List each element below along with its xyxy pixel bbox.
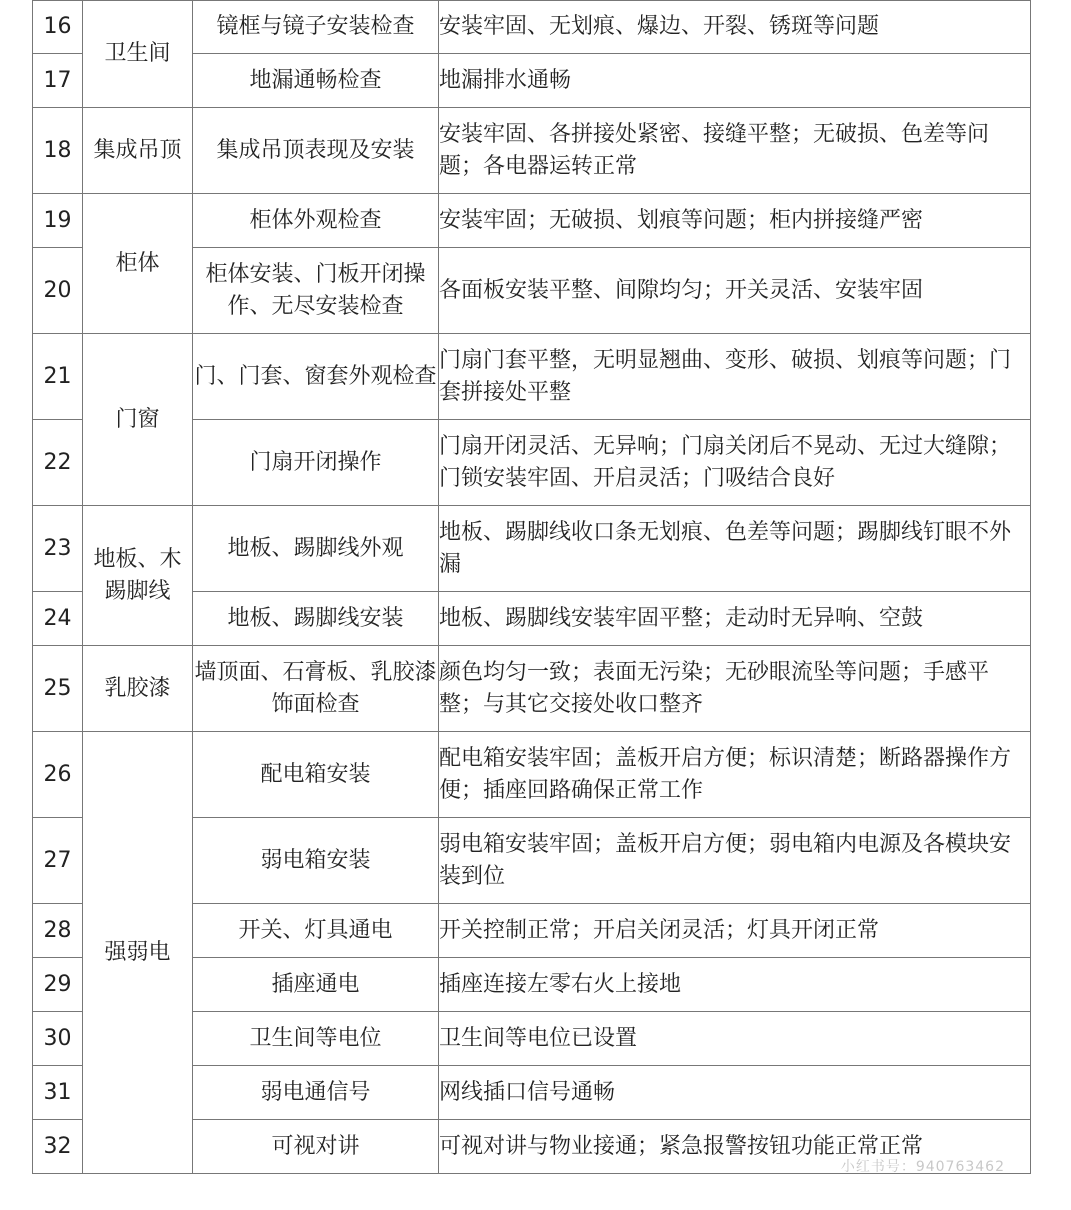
item-cell: 柜体外观检查 <box>193 194 439 248</box>
standard-cell: 可视对讲与物业接通；紧急报警按钮功能正常正常 <box>439 1120 1031 1174</box>
item-cell: 门扇开闭操作 <box>193 420 439 506</box>
row-number: 22 <box>33 420 83 506</box>
item-cell: 弱电通信号 <box>193 1066 439 1120</box>
category-cell: 强弱电 <box>83 732 193 1174</box>
item-cell: 集成吊顶表现及安装 <box>193 108 439 194</box>
item-cell: 可视对讲 <box>193 1120 439 1174</box>
table-row <box>33 194 1031 248</box>
category-cell: 地板、木踢脚线 <box>83 506 193 646</box>
standard-cell: 配电箱安装牢固；盖板开启方便；标识清楚；断路器操作方便；插座回路确保正常工作 <box>439 732 1031 818</box>
item-cell: 配电箱安装 <box>193 732 439 818</box>
standard-cell: 安装牢固；无破损、划痕等问题；柜内拼接缝严密 <box>439 194 1031 248</box>
standard-cell: 安装牢固、各拼接处紧密、接缝平整；无破损、色差等问题；各电器运转正常 <box>439 108 1031 194</box>
row-number: 16 <box>33 1 83 54</box>
table-row <box>33 506 1031 592</box>
item-cell: 开关、灯具通电 <box>193 904 439 958</box>
row-number: 21 <box>33 334 83 420</box>
standard-cell: 弱电箱安装牢固；盖板开启方便；弱电箱内电源及各模块安装到位 <box>439 818 1031 904</box>
inspection-table <box>32 0 1031 1174</box>
item-cell: 墙顶面、石膏板、乳胶漆饰面检查 <box>193 646 439 732</box>
table-row <box>33 108 1031 194</box>
row-number: 20 <box>33 248 83 334</box>
row-number: 27 <box>33 818 83 904</box>
row-number: 25 <box>33 646 83 732</box>
category-cell: 集成吊顶 <box>83 108 193 194</box>
standard-cell: 地板、踢脚线安装牢固平整；走动时无异响、空鼓 <box>439 592 1031 646</box>
category-cell: 乳胶漆 <box>83 646 193 732</box>
standard-cell: 门扇门套平整，无明显翘曲、变形、破损、划痕等问题；门套拼接处平整 <box>439 334 1031 420</box>
table-row <box>33 1 1031 54</box>
category-cell: 柜体 <box>83 194 193 334</box>
row-number: 29 <box>33 958 83 1012</box>
item-cell: 插座通电 <box>193 958 439 1012</box>
row-number: 32 <box>33 1120 83 1174</box>
standard-cell: 地板、踢脚线收口条无划痕、色差等问题；踢脚线钉眼不外漏 <box>439 506 1031 592</box>
item-cell: 地板、踢脚线外观 <box>193 506 439 592</box>
table-row <box>33 646 1031 732</box>
standard-cell: 门扇开闭灵活、无异响；门扇关闭后不晃动、无过大缝隙；门锁安装牢固、开启灵活；门吸结合良好 <box>439 420 1031 506</box>
standard-cell: 开关控制正常；开启关闭灵活；灯具开闭正常 <box>439 904 1031 958</box>
category-cell: 卫生间 <box>83 1 193 108</box>
table-row <box>33 732 1031 818</box>
standard-cell: 卫生间等电位已设置 <box>439 1012 1031 1066</box>
category-cell: 门窗 <box>83 334 193 506</box>
item-cell: 镜框与镜子安装检查 <box>193 1 439 54</box>
item-cell: 卫生间等电位 <box>193 1012 439 1066</box>
standard-cell: 安装牢固、无划痕、爆边、开裂、锈斑等问题 <box>439 1 1031 54</box>
row-number: 19 <box>33 194 83 248</box>
row-number: 17 <box>33 54 83 108</box>
item-cell: 柜体安装、门板开闭操作、无尽安装检查 <box>193 248 439 334</box>
item-cell: 门、门套、窗套外观检查 <box>193 334 439 420</box>
standard-cell: 各面板安装平整、间隙均匀；开关灵活、安装牢固 <box>439 248 1031 334</box>
table-row <box>33 334 1031 420</box>
standard-cell: 地漏排水通畅 <box>439 54 1031 108</box>
row-number: 31 <box>33 1066 83 1120</box>
standard-cell: 插座连接左零右火上接地 <box>439 958 1031 1012</box>
item-cell: 地板、踢脚线安装 <box>193 592 439 646</box>
row-number: 28 <box>33 904 83 958</box>
item-cell: 地漏通畅检查 <box>193 54 439 108</box>
row-number: 26 <box>33 732 83 818</box>
watermark: 小红书号：940763462 <box>840 1159 1005 1175</box>
row-number: 30 <box>33 1012 83 1066</box>
item-cell: 弱电箱安装 <box>193 818 439 904</box>
standard-cell: 网线插口信号通畅 <box>439 1066 1031 1120</box>
standard-cell: 颜色均匀一致；表面无污染；无砂眼流坠等问题；手感平整；与其它交接处收口整齐 <box>439 646 1031 732</box>
row-number: 23 <box>33 506 83 592</box>
row-number: 18 <box>33 108 83 194</box>
row-number: 24 <box>33 592 83 646</box>
